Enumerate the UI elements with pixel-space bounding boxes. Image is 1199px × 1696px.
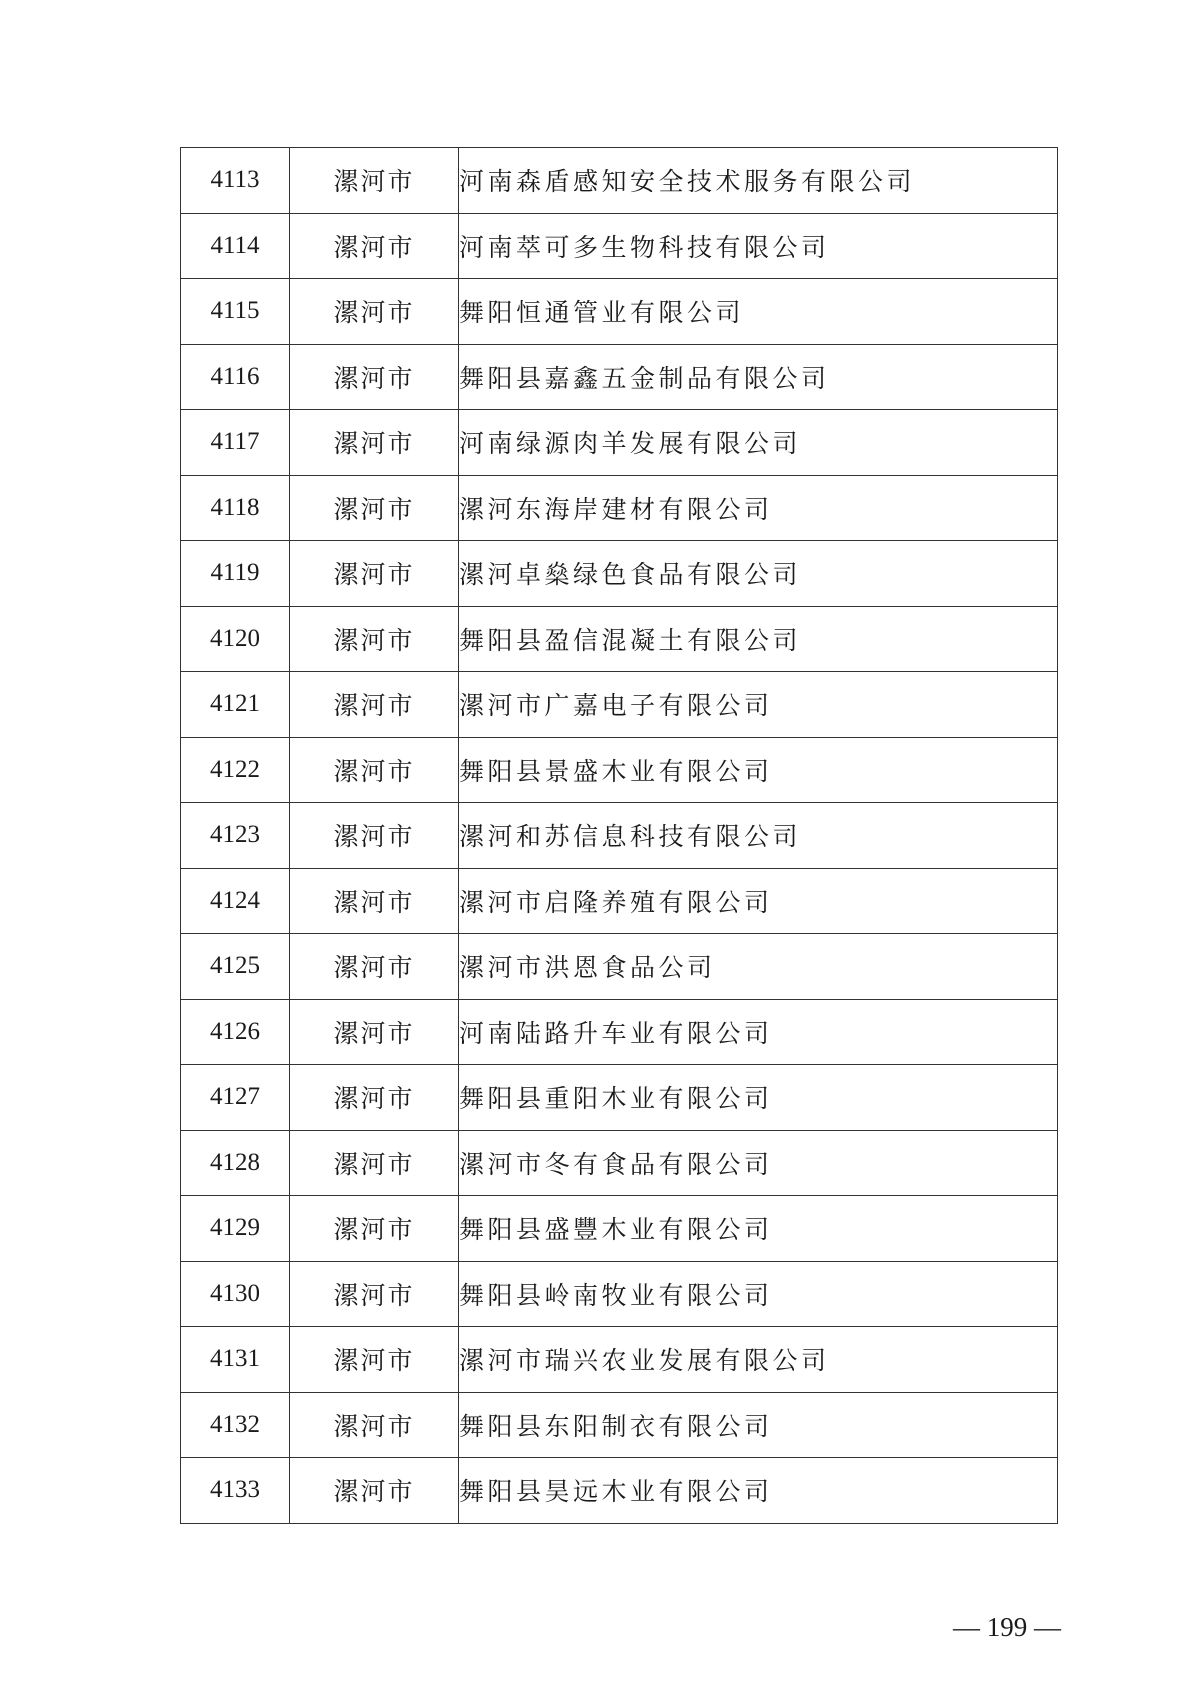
city-cell: 漯河市 [290, 475, 459, 541]
company-name-cell: 舞阳县岭南牧业有限公司 [459, 1261, 1058, 1327]
row-number-cell: 4131 [181, 1327, 290, 1393]
city-cell: 漯河市 [290, 344, 459, 410]
row-number-cell: 4116 [181, 344, 290, 410]
table-row [181, 999, 1058, 1065]
city-cell: 漯河市 [290, 1327, 459, 1393]
table-row [181, 279, 1058, 345]
city-cell: 漯河市 [290, 410, 459, 476]
table-row [181, 410, 1058, 476]
city-cell: 漯河市 [290, 868, 459, 934]
company-name-cell: 河南森盾感知安全技术服务有限公司 [459, 148, 1058, 214]
table-row [181, 541, 1058, 607]
city-cell: 漯河市 [290, 934, 459, 1000]
table-row [181, 1130, 1058, 1196]
company-name-cell: 舞阳县盛豐木业有限公司 [459, 1196, 1058, 1262]
row-number-cell: 4132 [181, 1392, 290, 1458]
table-row [181, 1392, 1058, 1458]
city-cell: 漯河市 [290, 606, 459, 672]
table-row [181, 1261, 1058, 1327]
city-cell: 漯河市 [290, 803, 459, 869]
city-cell: 漯河市 [290, 541, 459, 607]
company-list-table [180, 147, 1058, 1524]
city-cell: 漯河市 [290, 1261, 459, 1327]
company-name-cell: 舞阳县盈信混凝土有限公司 [459, 606, 1058, 672]
row-number-cell: 4133 [181, 1458, 290, 1524]
table-row [181, 148, 1058, 214]
table-row [181, 737, 1058, 803]
company-name-cell: 舞阳县景盛木业有限公司 [459, 737, 1058, 803]
city-cell: 漯河市 [290, 1392, 459, 1458]
row-number-cell: 4125 [181, 934, 290, 1000]
company-name-cell: 河南绿源肉羊发展有限公司 [459, 410, 1058, 476]
table-row [181, 803, 1058, 869]
city-cell: 漯河市 [290, 279, 459, 345]
company-name-cell: 漯河和苏信息科技有限公司 [459, 803, 1058, 869]
city-cell: 漯河市 [290, 999, 459, 1065]
company-name-cell: 舞阳县嘉鑫五金制品有限公司 [459, 344, 1058, 410]
company-name-cell: 漯河市广嘉电子有限公司 [459, 672, 1058, 738]
row-number-cell: 4129 [181, 1196, 290, 1262]
company-name-cell: 漯河市冬有食品有限公司 [459, 1130, 1058, 1196]
company-name-cell: 舞阳县昊远木业有限公司 [459, 1458, 1058, 1524]
company-name-cell: 漯河市洪恩食品公司 [459, 934, 1058, 1000]
company-name-cell: 舞阳县重阳木业有限公司 [459, 1065, 1058, 1131]
table-row [181, 1065, 1058, 1131]
page-number: — 199 — [953, 1612, 1061, 1642]
table-row [181, 213, 1058, 279]
city-cell: 漯河市 [290, 737, 459, 803]
table-row [181, 1196, 1058, 1262]
row-number-cell: 4128 [181, 1130, 290, 1196]
row-number-cell: 4122 [181, 737, 290, 803]
company-name-cell: 漯河市瑞兴农业发展有限公司 [459, 1327, 1058, 1393]
table-row [181, 1327, 1058, 1393]
city-cell: 漯河市 [290, 213, 459, 279]
row-number-cell: 4120 [181, 606, 290, 672]
company-name-cell: 漯河市启隆养殖有限公司 [459, 868, 1058, 934]
city-cell: 漯河市 [290, 672, 459, 738]
row-number-cell: 4115 [181, 279, 290, 345]
table-row [181, 344, 1058, 410]
row-number-cell: 4123 [181, 803, 290, 869]
row-number-cell: 4121 [181, 672, 290, 738]
row-number-cell: 4118 [181, 475, 290, 541]
row-number-cell: 4124 [181, 868, 290, 934]
table-row [181, 1458, 1058, 1524]
company-name-cell: 漯河卓燊绿色食品有限公司 [459, 541, 1058, 607]
company-name-cell: 舞阳恒通管业有限公司 [459, 279, 1058, 345]
table-row [181, 672, 1058, 738]
company-name-cell: 漯河东海岸建材有限公司 [459, 475, 1058, 541]
city-cell: 漯河市 [290, 1130, 459, 1196]
row-number-cell: 4119 [181, 541, 290, 607]
row-number-cell: 4114 [181, 213, 290, 279]
city-cell: 漯河市 [290, 148, 459, 214]
table-row [181, 868, 1058, 934]
company-name-cell: 河南萃可多生物科技有限公司 [459, 213, 1058, 279]
city-cell: 漯河市 [290, 1458, 459, 1524]
city-cell: 漯河市 [290, 1065, 459, 1131]
company-name-cell: 舞阳县东阳制衣有限公司 [459, 1392, 1058, 1458]
row-number-cell: 4117 [181, 410, 290, 476]
company-name-cell: 河南陆路升车业有限公司 [459, 999, 1058, 1065]
table-row [181, 606, 1058, 672]
row-number-cell: 4127 [181, 1065, 290, 1131]
row-number-cell: 4130 [181, 1261, 290, 1327]
city-cell: 漯河市 [290, 1196, 459, 1262]
row-number-cell: 4126 [181, 999, 290, 1065]
table-row [181, 934, 1058, 1000]
row-number-cell: 4113 [181, 148, 290, 214]
table-body [181, 148, 1058, 1524]
table-row [181, 475, 1058, 541]
